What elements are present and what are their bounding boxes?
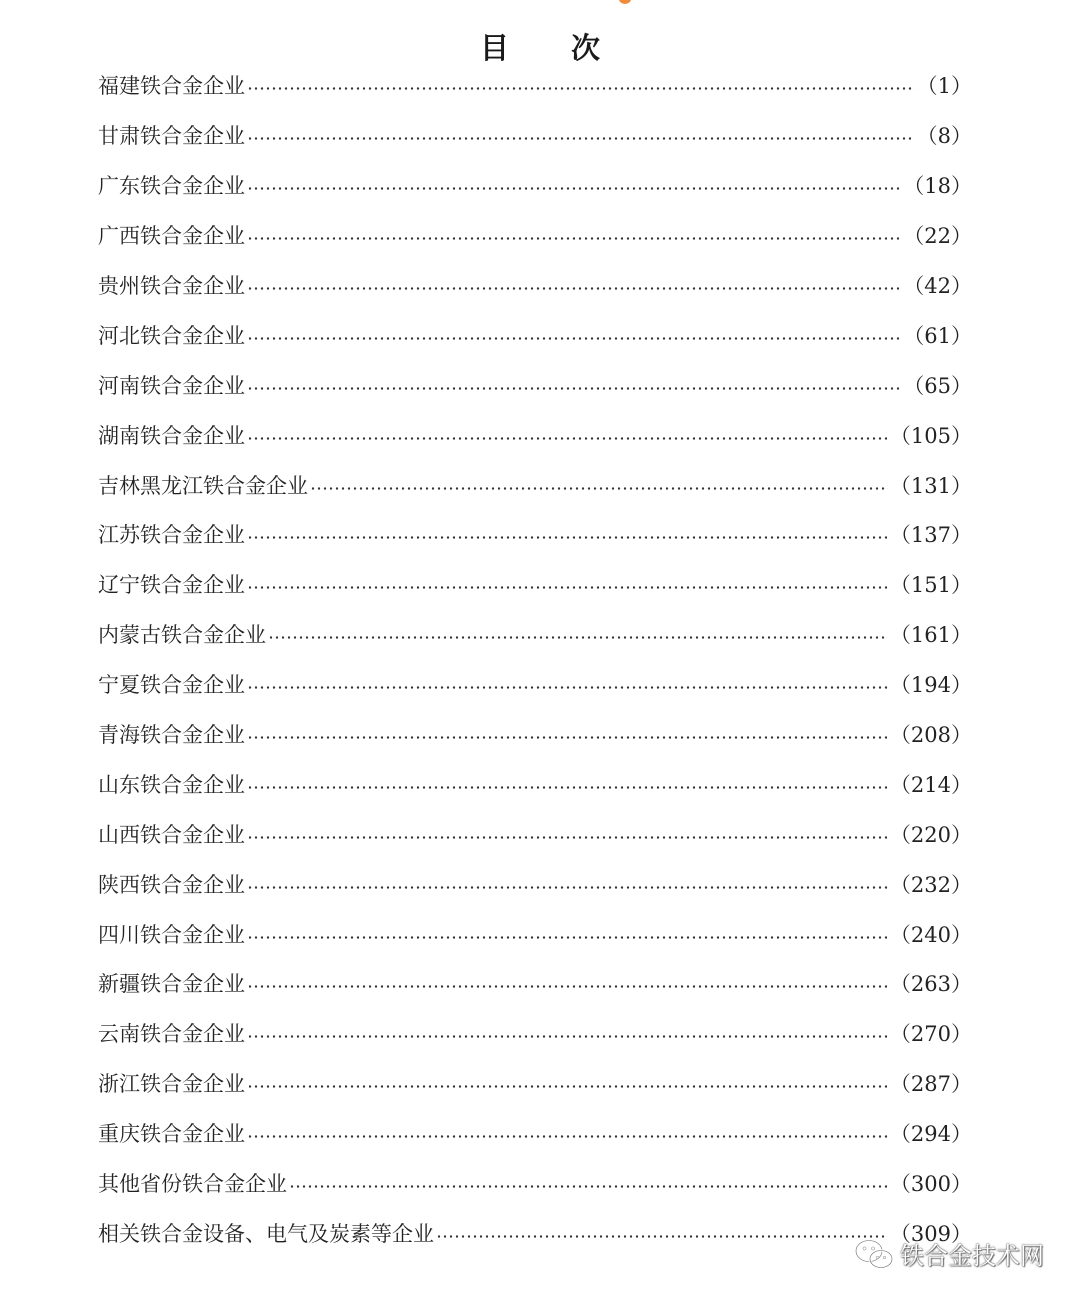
toc-entry-label: 甘肃铁合金企业 <box>98 124 245 149</box>
toc-entry-page: （270） <box>889 1022 972 1047</box>
toc-entry <box>98 711 972 761</box>
toc-entry-label: 江苏铁合金企业 <box>98 523 245 548</box>
watermark-text: 铁合金技术网 <box>900 1242 1044 1270</box>
dot-leader <box>247 836 888 839</box>
toc-entry-page: （287） <box>889 1072 972 1097</box>
watermark <box>854 1236 1044 1271</box>
toc-entry <box>98 311 972 361</box>
dot-leader <box>247 736 888 739</box>
toc-entry-page: （8） <box>916 124 972 149</box>
table-of-contents <box>98 62 972 1259</box>
toc-entry-page: （65） <box>903 373 972 398</box>
toc-entry-page: （61） <box>903 323 972 348</box>
dot-leader <box>247 187 901 190</box>
dot-leader <box>247 387 901 390</box>
toc-entry <box>98 62 972 112</box>
toc-entry <box>98 760 972 810</box>
toc-entry <box>98 810 972 860</box>
toc-entry <box>98 361 972 411</box>
toc-entry <box>98 262 972 312</box>
toc-entry <box>98 212 972 262</box>
toc-entry <box>98 511 972 561</box>
toc-entry-page: （232） <box>889 872 972 897</box>
toc-entry <box>98 1209 972 1259</box>
toc-entry-label: 云南铁合金企业 <box>98 1022 245 1047</box>
toc-entry <box>98 162 972 212</box>
toc-entry-page: （214） <box>889 772 972 797</box>
dot-leader <box>247 237 901 240</box>
dot-leader <box>247 936 888 939</box>
toc-entry <box>98 661 972 711</box>
toc-entry-page: （22） <box>903 224 972 249</box>
dot-leader <box>436 1235 888 1238</box>
toc-entry-label: 河北铁合金企业 <box>98 323 245 348</box>
toc-entry-page: （151） <box>889 573 972 598</box>
toc-entry <box>98 960 972 1010</box>
page-title: 目 次 <box>479 31 627 65</box>
toc-entry-page: （105） <box>889 423 972 448</box>
dot-leader <box>247 87 915 90</box>
toc-entry <box>98 1060 972 1110</box>
dot-leader <box>247 137 915 140</box>
toc-entry <box>98 112 972 162</box>
dot-leader <box>268 636 888 639</box>
toc-entry-label: 湖南铁合金企业 <box>98 423 245 448</box>
dot-leader <box>247 437 888 440</box>
dot-leader <box>247 1135 888 1138</box>
toc-entry-page: （131） <box>889 473 972 498</box>
toc-entry <box>98 611 972 661</box>
dot-leader <box>247 337 901 340</box>
dot-leader <box>247 1035 888 1038</box>
dot-leader <box>247 287 901 290</box>
toc-entry-page: （309） <box>889 1221 972 1246</box>
toc-entry-label: 河南铁合金企业 <box>98 373 245 398</box>
dot-leader <box>310 487 888 490</box>
toc-entry <box>98 1010 972 1060</box>
orange-dot-decoration <box>619 0 631 4</box>
toc-entry-page: （161） <box>889 623 972 648</box>
dot-leader <box>247 536 888 539</box>
toc-entry-page: （300） <box>889 1172 972 1197</box>
toc-entry <box>98 411 972 461</box>
toc-entry-label: 其他省份铁合金企业 <box>98 1172 287 1197</box>
toc-entry <box>98 910 972 960</box>
toc-entry-label: 宁夏铁合金企业 <box>98 673 245 698</box>
toc-entry-label: 贵州铁合金企业 <box>98 274 245 298</box>
toc-entry-label: 辽宁铁合金企业 <box>98 573 245 598</box>
toc-entry <box>98 1110 972 1160</box>
dot-leader <box>247 786 888 789</box>
dot-leader <box>289 1185 888 1188</box>
toc-entry <box>98 860 972 910</box>
toc-entry-label: 福建铁合金企业 <box>98 74 245 99</box>
dot-leader <box>247 985 888 988</box>
toc-entry-label: 山西铁合金企业 <box>98 822 245 847</box>
toc-entry-page: （220） <box>889 822 972 847</box>
toc-entry-label: 相关铁合金设备、电气及炭素等企业 <box>98 1221 434 1246</box>
toc-entry-label: 重庆铁合金企业 <box>98 1122 245 1147</box>
toc-entry <box>98 461 972 511</box>
toc-entry-label: 陕西铁合金企业 <box>98 872 245 897</box>
toc-entry-page: （194） <box>889 673 972 698</box>
toc-entry <box>98 561 972 611</box>
dot-leader <box>247 1085 888 1088</box>
toc-entry-label: 浙江铁合金企业 <box>98 1072 245 1097</box>
toc-entry-label: 吉林黑龙江铁合金企业 <box>98 473 308 498</box>
dot-leader <box>247 586 888 589</box>
toc-entry-page: （18） <box>903 174 972 199</box>
wechat-icon <box>854 1238 894 1270</box>
toc-entry-page: （1） <box>916 74 972 99</box>
toc-entry-page: （240） <box>889 922 972 947</box>
toc-entry-label: 四川铁合金企业 <box>98 922 245 947</box>
toc-entry-page: （42） <box>903 274 972 298</box>
toc-entry-page: （263） <box>889 972 972 997</box>
toc-entry-label: 广西铁合金企业 <box>98 224 245 249</box>
dot-leader <box>247 686 888 689</box>
toc-entry-label: 内蒙古铁合金企业 <box>98 623 266 648</box>
toc-entry-page: （208） <box>889 723 972 748</box>
toc-entry <box>98 1160 972 1210</box>
toc-entry-label: 山东铁合金企业 <box>98 772 245 797</box>
toc-entry-page: （294） <box>889 1122 972 1147</box>
toc-entry-label: 广东铁合金企业 <box>98 174 245 199</box>
toc-entry-label: 新疆铁合金企业 <box>98 972 245 997</box>
toc-entry-label: 青海铁合金企业 <box>98 723 245 748</box>
dot-leader <box>247 886 888 889</box>
toc-entry-page: （137） <box>889 523 972 548</box>
